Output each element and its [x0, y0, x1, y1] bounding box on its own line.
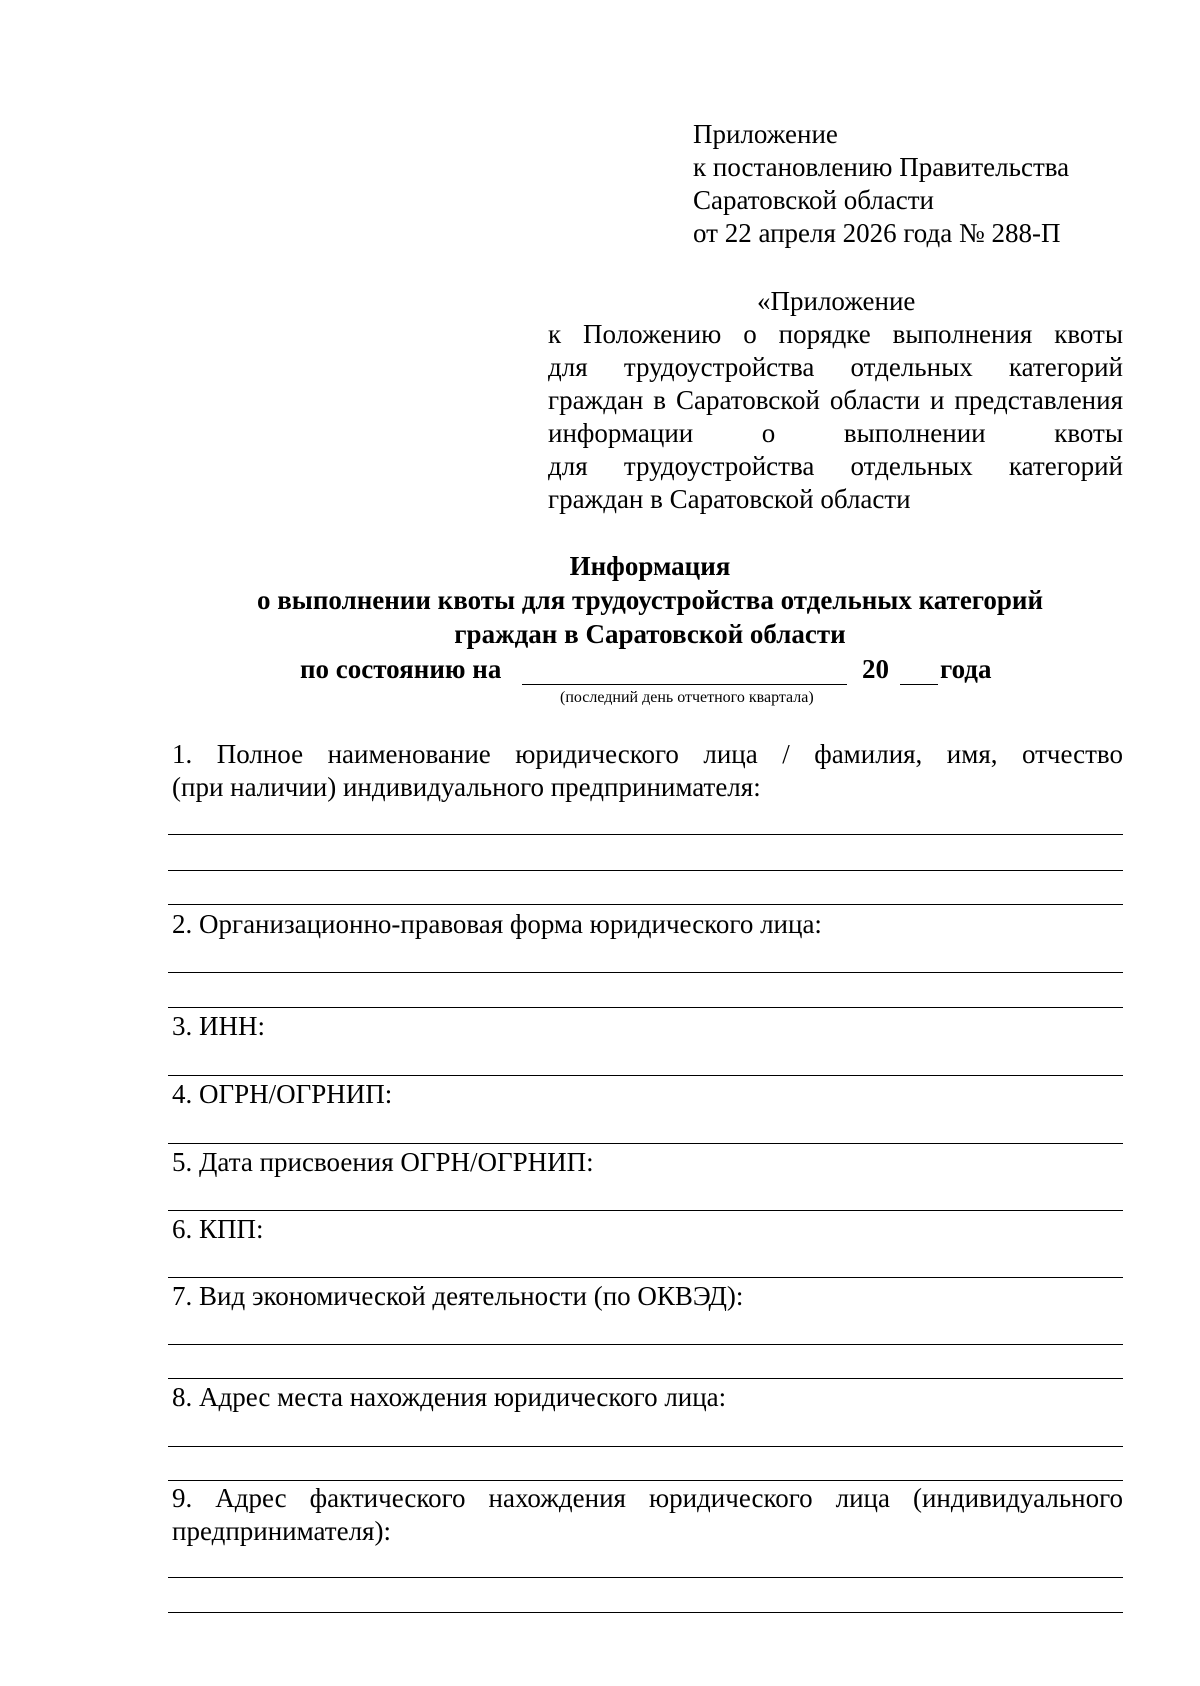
appendix-line-6: граждан в Саратовской области	[548, 484, 911, 514]
year-prefix: 20	[862, 654, 889, 684]
field-7-input-line-1[interactable]	[168, 1344, 1123, 1345]
header-line-2: к постановлению Правительства	[693, 152, 1070, 182]
field-2-input-line-2[interactable]	[168, 1007, 1123, 1008]
field-9-label-line-2: предпринимателя):	[172, 1516, 391, 1546]
field-8-input-line-1[interactable]	[168, 1446, 1123, 1447]
field-3-label: 3. ИНН:	[172, 1011, 265, 1041]
field-1-input-line-3[interactable]	[168, 904, 1123, 905]
field-7-label: 7. Вид экономической деятельности (по ОКВЭД):	[172, 1281, 744, 1311]
header-line-1: Приложение	[693, 119, 838, 149]
date-note: (последний день отчетного квартала)	[560, 689, 814, 706]
doc-title-line-3: граждан в Саратовской области	[454, 619, 846, 649]
field-4-label: 4. ОГРН/ОГРНИП:	[172, 1079, 393, 1109]
field-6-input-line[interactable]	[168, 1277, 1123, 1278]
field-7-input-line-2[interactable]	[168, 1378, 1123, 1379]
field-4-input-line[interactable]	[168, 1143, 1123, 1144]
doc-title-line-2: о выполнении квоты для трудоустройства отдельных категорий	[256, 585, 1044, 615]
header-line-4: от 22 апреля 2026 года № 288-П	[693, 218, 1061, 248]
field-2-input-line-1[interactable]	[168, 972, 1123, 973]
doc-title-line-1: Информация	[569, 551, 731, 581]
field-6-label: 6. КПП:	[172, 1214, 264, 1244]
field-9-label-line-1: 9. Адрес фактического нахождения юридического лица (индивидуального	[172, 1483, 1123, 1513]
year-suffix: года	[940, 654, 992, 684]
field-2-label: 2. Организационно-правовая форма юридического лица:	[172, 909, 822, 939]
appendix-title: «Приложение	[757, 286, 916, 316]
field-8-label: 8. Адрес места нахождения юридического лица:	[172, 1382, 727, 1412]
appendix-line-5: для трудоустройства отдельных категорий	[548, 451, 1123, 481]
header-line-3: Саратовской области	[693, 185, 934, 215]
field-5-label: 5. Дата присвоения ОГРН/ОГРНИП:	[172, 1147, 594, 1177]
field-1-input-line-2[interactable]	[168, 870, 1123, 871]
appendix-line-4: информации о выполнении квоты	[548, 418, 1123, 448]
field-1-label-line-2: (при наличии) индивидуального предпринимателя:	[172, 772, 761, 802]
field-9-input-line-1[interactable]	[168, 1577, 1123, 1578]
field-9-input-line-2[interactable]	[168, 1612, 1123, 1613]
field-3-input-line[interactable]	[168, 1075, 1123, 1076]
appendix-line-1: к Положению о порядке выполнения квоты	[548, 319, 1123, 349]
field-1-label-line-1: 1. Полное наименование юридического лица / фамилия, имя, отчество	[172, 739, 1123, 769]
date-blank-line[interactable]	[522, 684, 847, 685]
year-blank-line[interactable]	[900, 684, 938, 685]
field-5-input-line[interactable]	[168, 1210, 1123, 1211]
field-1-input-line-1[interactable]	[168, 834, 1123, 835]
appendix-line-2: для трудоустройства отдельных категорий	[548, 352, 1123, 382]
field-8-input-line-2[interactable]	[168, 1480, 1123, 1481]
date-prefix: по состоянию на	[300, 654, 502, 684]
appendix-line-3: граждан в Саратовской области и представления	[548, 385, 1123, 415]
